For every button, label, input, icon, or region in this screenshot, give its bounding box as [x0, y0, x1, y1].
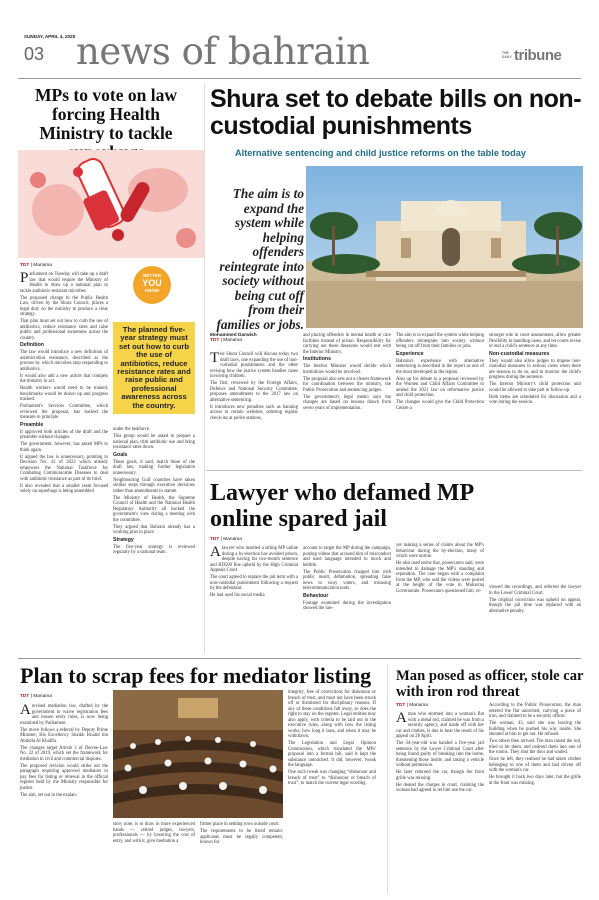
- paragraph: yer making a series of claims about the MP's behaviour during the by-election, many of which were untrue.: [396, 543, 484, 559]
- subhead-preamble: Preamble: [20, 421, 44, 428]
- tribune-logo-word: tribune: [514, 47, 562, 64]
- byline-org: TDT: [396, 703, 406, 708]
- headline-shura: Shura set to debate bills on non-custodial punishments: [210, 85, 582, 140]
- byline-name: Mohammed Darwish: [210, 333, 257, 338]
- byline-place: | Manama: [30, 694, 52, 699]
- paragraph: Two others then arrived. The man raised the rod, tried to hit them, and ordered them into one of the rooms. They shut the door and waited.: [489, 739, 581, 755]
- paragraph: Also up for debate is a proposal reviewed by the Women and Child Affairs Committee to amend the 2021 law on reformative justice and child protection.: [396, 376, 484, 398]
- paragraph: integrity, free of convictions for dishonour or breach of trust, and must not have been struck off or dismissed for disciplinary reasons. If any of these conditions fall away, so does the right to stay on the register. Legal entities may also apply, with criteria to be laid out in the executive rules, along with how the listing works, how long it lasts, and when it may be withdrawn.: [288, 690, 376, 739]
- shura-col3: [396, 333, 484, 413]
- mediator-col3: [200, 822, 283, 847]
- byline-lawyer: [210, 537, 242, 542]
- paragraph: [20, 704, 108, 726]
- paragraph: The proposed revision would strike out the paragraph requiring approved mediators to pay fees for listing or renewal in the official register held by the Ministry responsible for justice.: [20, 763, 108, 791]
- badge-bot: KNOW: [144, 288, 160, 293]
- shura-photo: [306, 166, 583, 328]
- byline-place: | Manama: [406, 703, 428, 708]
- lawyer-col1: [210, 546, 298, 600]
- shura-col1: [210, 352, 298, 423]
- paragraph: It would also add a new article that compels the ministry to act.: [20, 373, 108, 384]
- byline-mediator: [20, 694, 52, 699]
- byline-org-line: [210, 338, 257, 343]
- paragraph: The move follows a referral by Deputy Prime Minister, His Excellency Shaikh Khalid bin Abdulla Al Khalifa.: [20, 727, 108, 744]
- byline-superbugs: [20, 263, 52, 268]
- byline-officer: [396, 703, 428, 708]
- paragraph: The court agreed to replace the jail term with a non-custodial punishment following a request by the defendant.: [210, 575, 298, 591]
- lawyer-col4: [489, 585, 581, 616]
- subhead-strategy: Strategy: [113, 536, 134, 543]
- paragraph: Once he left, they realised he had taken clothes belonging to one of them and had driven off with the woman's car.: [489, 757, 581, 773]
- paragraph: [210, 352, 298, 380]
- paragraph: [210, 546, 298, 574]
- paragraph: He had used his social media: [210, 593, 265, 598]
- drop-cap: A: [396, 710, 407, 726]
- officer-col1: [396, 712, 484, 795]
- byline-org: TDT: [210, 338, 220, 343]
- paragraph-text: arliament on Tuesday will take up a draft law that would require the Ministry of Health to draw up a national plan to tackle antibiotic-resistant microbes.: [20, 272, 108, 294]
- subhead-goals: Goals: [113, 451, 128, 458]
- shura-col4: [489, 333, 581, 407]
- mediator-col1: [20, 704, 108, 800]
- byline-org: TDT: [20, 263, 30, 268]
- paragraph: These goals, it said, match those of the draft law, making further legislation unnecessary.: [113, 459, 195, 476]
- byline-place: | Manama: [220, 338, 242, 343]
- paragraph: The aim is to expand the system while helping offenders reintegrate into society without being cut off from their families or jobs.: [396, 333, 484, 349]
- column-divider: [204, 84, 205, 654]
- paragraph: This group would be asked to prepare a national plan, trim antibiotic use and bring resistance rates down.: [113, 434, 195, 450]
- paragraph: and placing offenders in mental health or care facilities instead of prison. Responsibility for carrying out these measures would rest with the Interior Ministry.: [303, 333, 391, 355]
- paragraph: Bahrain's experience with alternative sentencing is described in the report as one of the most developed in the region.: [396, 358, 484, 375]
- superbugs-col1: [20, 272, 108, 496]
- mediator-col2: [113, 822, 195, 846]
- divider: [206, 470, 582, 471]
- callout-box: The planned five-year strategy must set out how to curb the use of antibiotics, reduce resistance rates and raise public and professional awareness across the country.: [113, 322, 195, 414]
- subhead-behaviour: Behaviour: [303, 592, 329, 599]
- paragraph: He brought it back two days later, but the grille at the front was missing.: [489, 775, 581, 786]
- paragraph: He denied the charges in court, claiming the woman had agreed to let him use the car.: [396, 782, 484, 793]
- paragraph: The law would introduce a new definition of antimicrobial resistance, described as the process by which microbes stop responding to antibiotics.: [20, 350, 108, 372]
- parliament-photo: [113, 690, 283, 818]
- paragraph: The woman, 43, said she was leaving the building when he pushed his way inside. She shouted at him to get out. He refused.: [489, 721, 581, 737]
- masthead-rule: [18, 78, 581, 79]
- paragraph: Both items are scheduled for discussion and a vote during the session.: [489, 394, 581, 405]
- paragraph: firmer place in settling rows outside court.: [200, 822, 280, 827]
- paragraph: The Legislation and Legal Opinion Commission, which translated the MPs' proposal into a formal bill, said it kept the substance untouched. It did, however, tweak the language.: [288, 741, 376, 768]
- lawyer-col2: [303, 546, 391, 613]
- badge-mid: YOU: [142, 278, 162, 288]
- mediator-col4: [288, 690, 376, 788]
- officer-col2: [489, 703, 581, 788]
- paragraph: Neighbouring Gulf countries have taken similar steps through executive decisions rather than amendments to statute.: [113, 477, 195, 494]
- paragraph-text: lawyer who insulted a sitting MP online during a by-election has avoided prison, despite having his two-month sentence and BD500 fine upheld by the High Criminal Appeals Court.: [210, 546, 298, 573]
- shura-deck: Alternative sentencing and child justice reforms on the table today: [235, 148, 526, 158]
- drop-cap: P: [20, 270, 29, 286]
- paragraph: [396, 712, 484, 740]
- tribune-logo: [502, 47, 561, 64]
- subhead-non-custodial: Non-custodial measures: [489, 350, 550, 357]
- byline-place: | Manama: [30, 263, 52, 268]
- paragraph: The aim, set out in the explan-: [20, 792, 78, 798]
- paragraph: It also revealed that a smaller team focused solely on superbugs is being assembled: [20, 483, 108, 494]
- column-divider: [387, 664, 388, 894]
- byline-org: TDT: [20, 694, 30, 699]
- paragraph: [20, 272, 108, 294]
- paragraph: He also used terms that, prosecutors said, were intended to damage the MP's standing and reputation. The case began with a complaint from the MP, who said the videos were posted at the height of the vote in Muharraq Governorate. Prosecutors questioned him, re-: [396, 561, 484, 594]
- paragraph: account to target the MP during the campaign, posting videos that accused him of misconduct and used language intended to mock and belittle.: [303, 546, 391, 568]
- paragraph: under the taskforce.: [113, 427, 151, 432]
- better-you-know-badge: [133, 266, 171, 304]
- subhead-experience: Experience: [396, 350, 424, 357]
- paragraph: They argued that Bahrain already has a working plan in place.: [113, 524, 195, 535]
- paragraph: The changes would give the Child Protection Centre a: [396, 400, 484, 411]
- masthead-date: SUNDAY, APRIL 4, 2025: [24, 34, 76, 39]
- paragraph: The Interior Minister would decide which institutions would be involved.: [303, 364, 391, 375]
- byline-place: | Manama: [220, 537, 242, 542]
- paragraph: The government's legal memo says the changes are based on lessons drawn from seven years of implementation.: [303, 394, 391, 411]
- paragraph: The changes target Article 3 of Decree-Law No. 22 of 2019, which set the framework for mediation in civil and commercial disputes.: [20, 745, 108, 762]
- section-title: news of bahrain: [76, 30, 370, 73]
- byline-org: TDT: [210, 537, 220, 542]
- paragraph: The Public Prosecution charged him with public insult, defamation, spreading false news to sway voters, and misusing telecommunication tools.: [303, 569, 391, 591]
- shura-pull-quote: The aim is to expand the system while helping offenders reintegrate into society without being cut off from their families or jobs.: [216, 186, 304, 332]
- paragraph: It argued the law is unnecessary, pointing to Decision No. 43 of 2022 which already empowers the National Taskforce for Combating Communicable Diseases to deal with antibiotic resistance as part of its brief.: [20, 454, 108, 482]
- paragraph: Footage examined during the investigation showed the law-: [303, 600, 391, 611]
- paragraph: story note, is to draw in more experienced hands — retired judges, lawyers, professionals — by lowering the cost of entry, and with it, give mediation a: [113, 822, 195, 844]
- paragraph-text: revised mediation law, drafted by the government to waive registration fees and loosen entry rules, is now being examined by Parliament.: [20, 704, 108, 726]
- paragraph: The government, however, has asked MPs to think again.: [20, 442, 108, 453]
- paragraph: The proposal also sets out a clearer framework for coordination between the ministry, the Public Prosecution and sentencing judges.: [303, 376, 391, 393]
- paragraph: It approved both articles of the draft and the preamble without changes.: [20, 429, 108, 440]
- byline-shura: [210, 333, 257, 343]
- badge-top: BETTER: [143, 273, 161, 278]
- drop-cap: A: [20, 702, 31, 718]
- paragraph: They would also allow judges to impose non-custodial measures in serious cases when there are reasons to do so, and to monitor the child's progress during the sentence.: [489, 358, 581, 380]
- paragraph: Parliament's Services Committee, which reviewed the proposal, has backed the measure in principle.: [20, 404, 108, 420]
- paragraph: That plan must set out how to curb the use of antibiotics, reduce resistance rates and raise public and professional awareness across the country.: [20, 319, 108, 341]
- paragraph: The first, reviewed by the Foreign Affairs, Defence and National Security Committee, proposes amendments to the 2017 law on alternative sentencing.: [210, 381, 298, 403]
- paragraph: He later returned the car, though the front grille was missing.: [396, 770, 484, 781]
- shura-col2: [303, 333, 391, 413]
- paragraph: The Interior Ministry's child protection unit would be allowed to take part in follow-up.: [489, 382, 581, 393]
- paragraph: Health workers would need to be trained, benchmarks would be drawn up and progress tracked.: [20, 386, 108, 402]
- paragraph: The five-year strategy is reviewed regularly by a national team.: [113, 544, 195, 555]
- paragraph: The requirements to be listed remain: applicants must be legally competent, known for: [200, 829, 283, 845]
- paragraph: The proposed change to the Public Health Law, driven by the Shura Council, places a legal duty on the ministry to produce a clear strategy.: [20, 295, 108, 317]
- headline-officer: Man posed as officer, stole car with iron rod threat: [396, 668, 584, 700]
- page-number: 03: [24, 44, 45, 64]
- paragraph-text: he Shura Council will discuss today two draft laws, one expanding the use of non-custodial punishments and the other revising how the justice system handles cases involving children.: [210, 352, 298, 379]
- paragraph: One such tweak was changing “dishonour and breach of trust” to “dishonour or breach of trust”, to match the current legal wording.: [288, 770, 376, 786]
- paragraph: It introduces new penalties such as banning access to certain websites, ordering regular check-ins at police stations,: [210, 404, 298, 421]
- headline-mediator: Plan to scrap fees for mediator listing: [20, 663, 372, 688]
- tribune-logo-small: THE DAILY: [502, 50, 512, 59]
- paragraph: The original conviction was upheld on appeal, though the jail time was replaced with an alternative penalty.: [489, 597, 581, 614]
- divider: [18, 658, 581, 659]
- subhead-definition: Definition: [20, 342, 44, 348]
- superbugs-col2: [113, 427, 195, 557]
- superbugs-illustration: [18, 150, 204, 258]
- paragraph: stronger role in court assessments, allow greater flexibility in handling cases, and let courts revise or end a child's sentence at any time.: [489, 333, 581, 349]
- paragraph: According to the Public Prosecution, the man entered the flat uninvited, carrying a piece of iron, and claimed to be a security officer.: [489, 703, 581, 719]
- lawyer-col3: [396, 543, 484, 596]
- drop-cap: T: [210, 350, 220, 366]
- paragraph-text: man who stormed into a woman's flat with a metal rod, claimed he was from a security agency, and made off with her car and clothes, is due to hear the result of his appeal on 28 April.: [396, 712, 484, 739]
- subhead-institutions: Institutions: [303, 356, 331, 362]
- paragraph: The 34-year-old was handed a five-year jail sentence by the Lower Criminal Court after being found guilty of breaking into the home, threatening those inside, and taking a vehicle without permission.: [396, 741, 484, 768]
- headline-superbugs: MPs to vote on law forcing Health Ministry to tackle: [35, 85, 177, 143]
- paragraph: The Ministry of Health, the Supreme Council of Health and the National Health Regulatory Authority all backed the government's view during a meeting with the committee.: [113, 495, 195, 523]
- drop-cap: A: [210, 544, 221, 560]
- headline-lawyer: Lawyer who defamed MP online spared jail: [210, 480, 473, 532]
- paragraph: viewed the recordings, and referred the lawyer to the Lower Criminal Court.: [489, 585, 581, 596]
